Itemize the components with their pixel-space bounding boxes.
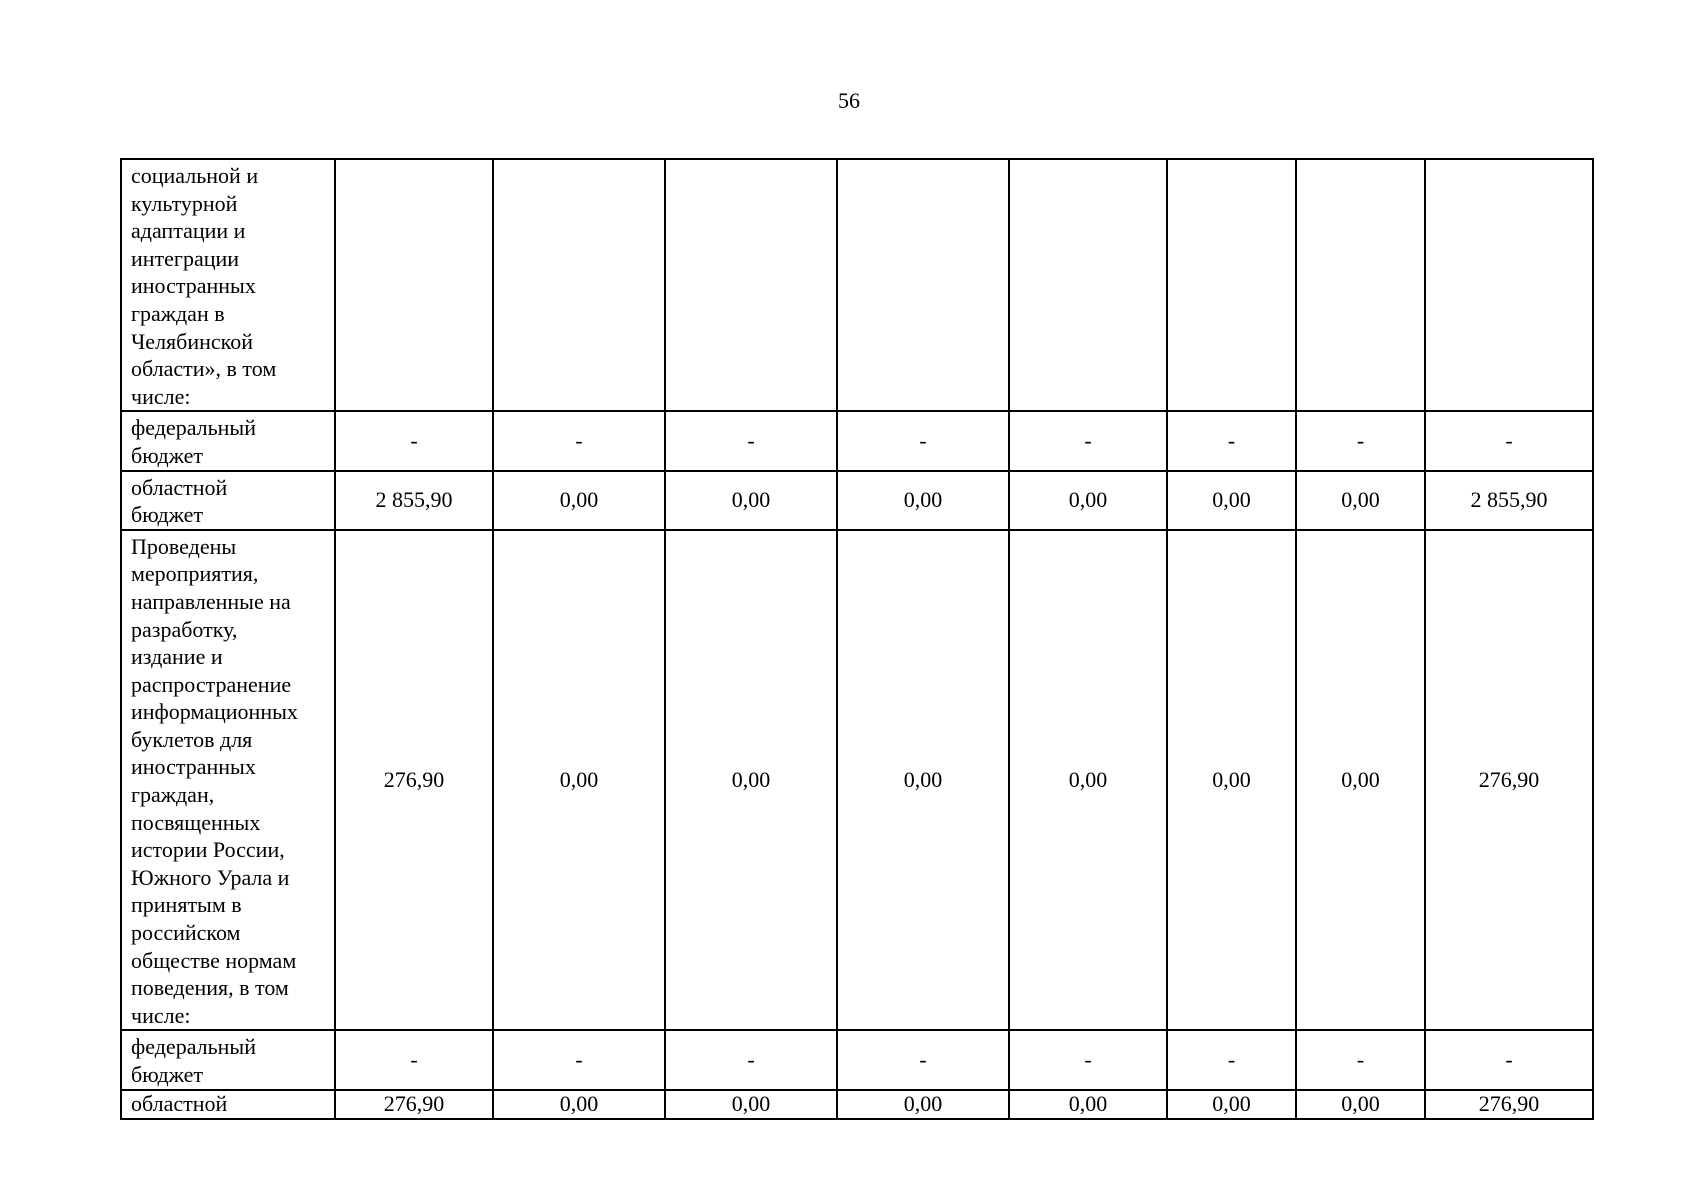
table-cell: 0,00 <box>1167 471 1296 530</box>
table-cell <box>1425 159 1593 411</box>
table-cell: 0,00 <box>1009 471 1167 530</box>
row-label: областной <box>121 1090 335 1119</box>
table-cell: 0,00 <box>837 530 1009 1031</box>
table-row <box>121 530 1593 1031</box>
row-label: социальной и культурной адаптации и интеграции иностранных граждан в Челябинской области», в том числе: <box>121 159 335 411</box>
table-cell: - <box>1425 1030 1593 1089</box>
table-cell <box>665 159 837 411</box>
table-row <box>121 411 1593 470</box>
table-cell: 276,90 <box>1425 1090 1593 1119</box>
table-cell: 0,00 <box>1296 471 1425 530</box>
table-cell: 0,00 <box>493 530 665 1031</box>
table-cell: 2 855,90 <box>335 471 493 530</box>
table-row <box>121 1030 1593 1089</box>
table-cell: - <box>837 1030 1009 1089</box>
table-cell: 0,00 <box>1296 1090 1425 1119</box>
page-number: 56 <box>838 88 860 113</box>
table-row <box>121 159 1593 411</box>
table-cell: 276,90 <box>335 1090 493 1119</box>
table-cell: 0,00 <box>1009 530 1167 1031</box>
table-cell: - <box>1167 411 1296 470</box>
table-cell: - <box>1296 411 1425 470</box>
table-cell: - <box>1009 411 1167 470</box>
row-label: федеральный бюджет <box>121 411 335 470</box>
budget-table <box>120 158 1594 1120</box>
table-cell: 0,00 <box>1167 530 1296 1031</box>
table-cell <box>335 159 493 411</box>
table-cell: - <box>493 1030 665 1089</box>
table-cell: 0,00 <box>665 530 837 1031</box>
table-cell: 2 855,90 <box>1425 471 1593 530</box>
table-row <box>121 1090 1593 1119</box>
table-cell <box>1167 159 1296 411</box>
table-cell: 0,00 <box>1167 1090 1296 1119</box>
table-cell: - <box>335 411 493 470</box>
table-cell <box>493 159 665 411</box>
table-cell: - <box>493 411 665 470</box>
table-cell: - <box>1167 1030 1296 1089</box>
table-cell: 0,00 <box>1296 530 1425 1031</box>
table-cell: - <box>1009 1030 1167 1089</box>
row-label: областной бюджет <box>121 471 335 530</box>
table-cell: 0,00 <box>837 471 1009 530</box>
row-label: Проведены мероприятия, направленные на разработку, издание и распространение информационных буклетов для иностранных граждан, посвященных истории России, Южного Урала и принятым в российском обществе нормам поведения, в том числе: <box>121 530 335 1031</box>
table-cell <box>1009 159 1167 411</box>
table-cell: - <box>1296 1030 1425 1089</box>
table-cell: 276,90 <box>335 530 493 1031</box>
table-row <box>121 471 1593 530</box>
table-cell <box>1296 159 1425 411</box>
table-cell: - <box>837 411 1009 470</box>
table-cell: 0,00 <box>837 1090 1009 1119</box>
table-cell: 0,00 <box>493 471 665 530</box>
table-cell: - <box>665 1030 837 1089</box>
table-cell: 0,00 <box>1009 1090 1167 1119</box>
table-cell: - <box>1425 411 1593 470</box>
table-cell: 276,90 <box>1425 530 1593 1031</box>
table-cell: - <box>665 411 837 470</box>
row-label: федеральный бюджет <box>121 1030 335 1089</box>
table-cell: 0,00 <box>493 1090 665 1119</box>
table-cell <box>837 159 1009 411</box>
table-cell: 0,00 <box>665 471 837 530</box>
table-cell: 0,00 <box>665 1090 837 1119</box>
table-cell: - <box>335 1030 493 1089</box>
